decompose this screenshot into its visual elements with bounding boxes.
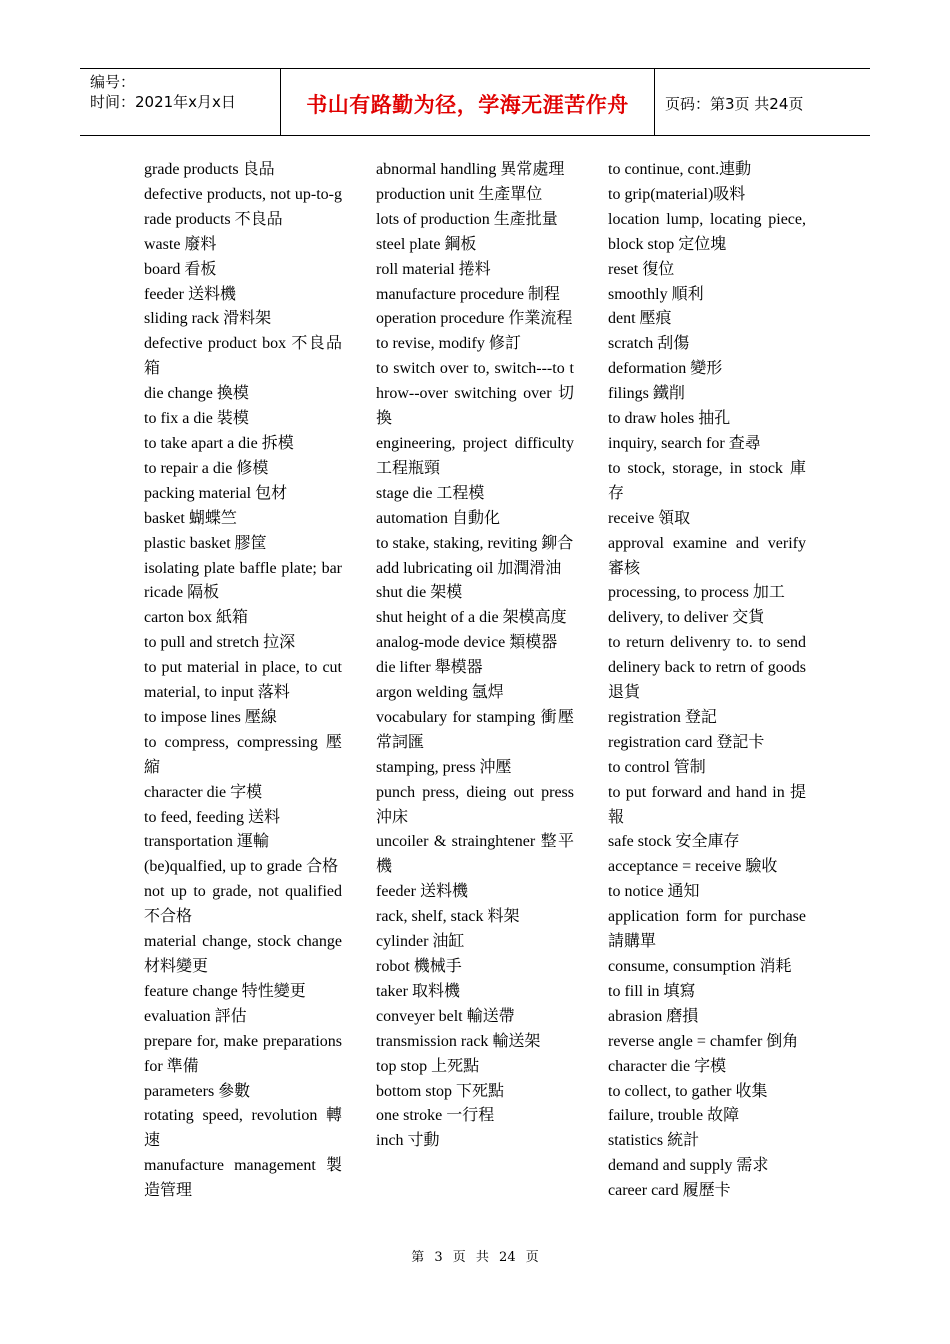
glossary-column-1 — [144, 158, 342, 1204]
glossary-entry: operation procedure 作業流程 — [376, 310, 573, 328]
glossary-entry: engineering, project difficulty 工程瓶頸 — [376, 434, 574, 477]
glossary-entry: to switch over to, switch---to throw--over switching over 切換 — [376, 360, 574, 428]
glossary-entry: shut height of a die 架模高度 — [376, 609, 567, 627]
glossary-entry: bottom stop 下死點 — [376, 1082, 505, 1100]
header-page-cell — [655, 69, 870, 135]
glossary-entry: (be)qualfied, up to grade 合格 — [144, 858, 339, 876]
glossary-entry: waste 廢料 — [144, 235, 217, 253]
glossary-entry: to return delivenry to. to send delinery back to retrn of goods 退貨 — [608, 634, 806, 702]
glossary-entry: transportation 運輸 — [144, 833, 269, 851]
glossary-entry: character die 字模 — [144, 783, 263, 801]
page-header — [80, 68, 870, 136]
glossary-entry: inquiry, search for 查尋 — [608, 434, 761, 452]
glossary-entry: stamping, press 沖壓 — [376, 758, 512, 776]
glossary-entry: one stroke 一行程 — [376, 1107, 495, 1125]
glossary-entry: automation 自動化 — [376, 509, 500, 527]
glossary-entry: roll material 捲料 — [376, 260, 491, 278]
glossary-entry: to stake, staking, reviting 鉚合 — [376, 534, 574, 552]
glossary-entry: feature change 特性變更 — [144, 982, 306, 1000]
glossary-entry: to draw holes 抽孔 — [608, 410, 731, 428]
doc-number-label: 编号： — [90, 73, 136, 91]
header-motto: 书山有路勤为径，学海无涯苦作舟 — [306, 93, 629, 117]
glossary-entry: evaluation 評估 — [144, 1007, 247, 1025]
glossary-entry: analog-mode device 類模器 — [376, 634, 558, 652]
glossary-entry: to fix a die 裝模 — [144, 410, 249, 428]
glossary-entry: taker 取料機 — [376, 982, 460, 1000]
glossary-entry: safe stock 安全庫存 — [608, 833, 740, 851]
glossary-entry: processing, to process 加工 — [608, 584, 785, 602]
glossary-entry: to fill in 填寫 — [608, 982, 696, 1000]
glossary-entry: rotating speed, revolution 轉速 — [144, 1107, 342, 1150]
glossary-entry: to compress, compressing 壓縮 — [144, 733, 342, 776]
glossary-entry: lots of production 生產批量 — [376, 210, 558, 228]
glossary-entry: steel plate 鋼板 — [376, 235, 477, 253]
glossary-entry: isolating plate baffle plate; barricade 隔板 — [144, 559, 342, 602]
glossary-entry: character die 字模 — [608, 1057, 727, 1075]
glossary-entry: statistics 統計 — [608, 1132, 700, 1150]
glossary-entry: approval examine and verify 審核 — [608, 534, 806, 577]
glossary-entry: registration 登記 — [608, 708, 717, 726]
glossary-entry: inch 寸動 — [376, 1132, 440, 1150]
glossary-entry: vocabulary for stamping 衝壓常詞匯 — [376, 708, 574, 751]
glossary-entry: die lifter 舉模器 — [376, 659, 483, 677]
glossary-entry: abnormal handling 異常處理 — [376, 161, 565, 178]
glossary-entry: material change, stock change 材料變更 — [144, 933, 342, 975]
header-meta — [80, 69, 281, 135]
glossary-entry: to feed, feeding 送料 — [144, 808, 280, 826]
page-footer: 第 3 页 共 24 页 — [411, 1250, 539, 1265]
glossary-entry: deformation 變形 — [608, 360, 723, 378]
glossary-entry: career card 履歷卡 — [608, 1182, 731, 1200]
glossary-entry: conveyer belt 輸送帶 — [376, 1007, 515, 1025]
doc-time-label: 时间：2021年x月x日 — [90, 93, 236, 111]
glossary-entry: manufacture management 製造管理 — [144, 1157, 342, 1200]
glossary-entry: to take apart a die 拆模 — [144, 434, 294, 452]
glossary-entry: packing material 包材 — [144, 484, 288, 502]
glossary-entry: prepare for, make preparations for 準備 — [144, 1032, 342, 1075]
glossary-entry: abrasion 磨損 — [608, 1007, 699, 1025]
glossary-entry: stage die 工程模 — [376, 484, 485, 502]
glossary-entry: location lump, locating piece, block stop 定位塊 — [608, 210, 806, 253]
glossary-entry: acceptance = receive 驗收 — [608, 858, 778, 876]
glossary-entry: dent 壓痕 — [608, 310, 672, 328]
glossary-entry: to put material in place, to cut material, to input 落料 — [144, 659, 342, 702]
glossary-entry: to revise, modify 修訂 — [376, 335, 521, 353]
glossary-entry: to grip(material)吸料 — [608, 185, 746, 203]
glossary-entry: sliding rack 滑料架 — [144, 310, 272, 328]
glossary-entry: defective products, not up-to-grade products 不良品 — [144, 185, 342, 228]
glossary-entry: board 看板 — [144, 260, 217, 278]
glossary-entry: die change 換模 — [144, 385, 249, 403]
glossary-entry: delivery, to deliver 交貨 — [608, 609, 765, 627]
glossary-entry: to repair a die 修模 — [144, 459, 269, 477]
glossary-entry: to collect, to gather 收集 — [608, 1082, 768, 1100]
glossary-entry: basket 蝴蝶竺 — [144, 509, 237, 527]
glossary-entry: smoothly 順利 — [608, 285, 704, 303]
glossary-column-2 — [376, 158, 574, 1154]
glossary-entry: carton box 紙箱 — [144, 609, 248, 627]
glossary-entry: to impose lines 壓線 — [144, 708, 277, 726]
glossary-entry: to notice 通知 — [608, 883, 700, 901]
glossary-entry: registration card 登記卡 — [608, 733, 765, 751]
glossary-entry: not up to grade, not qualified 不合格 — [144, 883, 342, 926]
glossary-entry: to stock, storage, in stock 庫存 — [608, 459, 806, 502]
glossary-entry: manufacture procedure 制程 — [376, 285, 560, 303]
glossary-entry: shut die 架模 — [376, 584, 463, 602]
glossary-entry: uncoiler & strainghtener 整平機 — [376, 833, 574, 876]
glossary-entry: feeder 送料機 — [376, 883, 468, 901]
glossary-entry: cylinder 油缸 — [376, 933, 465, 951]
glossary-entry: receive 領取 — [608, 509, 691, 527]
glossary-entry: add lubricating oil 加潤滑油 — [376, 559, 562, 577]
glossary-entry: punch press, dieing out press 沖床 — [376, 783, 574, 826]
glossary-entry: application form for purchase 請購單 — [608, 908, 806, 951]
glossary-column-3 — [608, 158, 806, 1204]
glossary-entry: transmission rack 輸送架 — [376, 1032, 541, 1050]
header-motto-cell — [281, 69, 655, 135]
glossary-entry: robot 機械手 — [376, 958, 462, 975]
glossary-entry: reverse angle = chamfer 倒角 — [608, 1032, 799, 1050]
glossary-entry: plastic basket 膠筐 — [144, 534, 267, 552]
glossary-entry: production unit 生產單位 — [376, 185, 543, 203]
glossary-entry: to put forward and hand in 提報 — [608, 783, 806, 826]
glossary-entry: defective product box 不良品箱 — [144, 335, 342, 378]
glossary-entry: reset 復位 — [608, 260, 675, 278]
glossary-entry: failure, trouble 故障 — [608, 1107, 740, 1125]
glossary-entry: parameters 參數 — [144, 1082, 251, 1100]
glossary-entry: demand and supply 需求 — [608, 1157, 769, 1175]
glossary-entry: top stop 上死點 — [376, 1057, 480, 1075]
glossary-entry: consume, consumption 消耗 — [608, 958, 792, 975]
glossary-entry: to continue, cont.連動 — [608, 161, 752, 178]
glossary-entry: argon welding 氬焊 — [376, 684, 504, 702]
glossary-entry: to pull and stretch 拉深 — [144, 634, 296, 652]
glossary-entry: to control 管制 — [608, 758, 706, 776]
glossary-entry: feeder 送料機 — [144, 285, 236, 303]
glossary-entry: grade products 良品 — [144, 161, 275, 178]
glossary-entry: filings 鐵削 — [608, 385, 685, 403]
header-page-label: 页码：第3页 共24页 — [665, 94, 804, 113]
glossary-entry: rack, shelf, stack 料架 — [376, 908, 520, 926]
glossary-entry: scratch 刮傷 — [608, 335, 690, 353]
